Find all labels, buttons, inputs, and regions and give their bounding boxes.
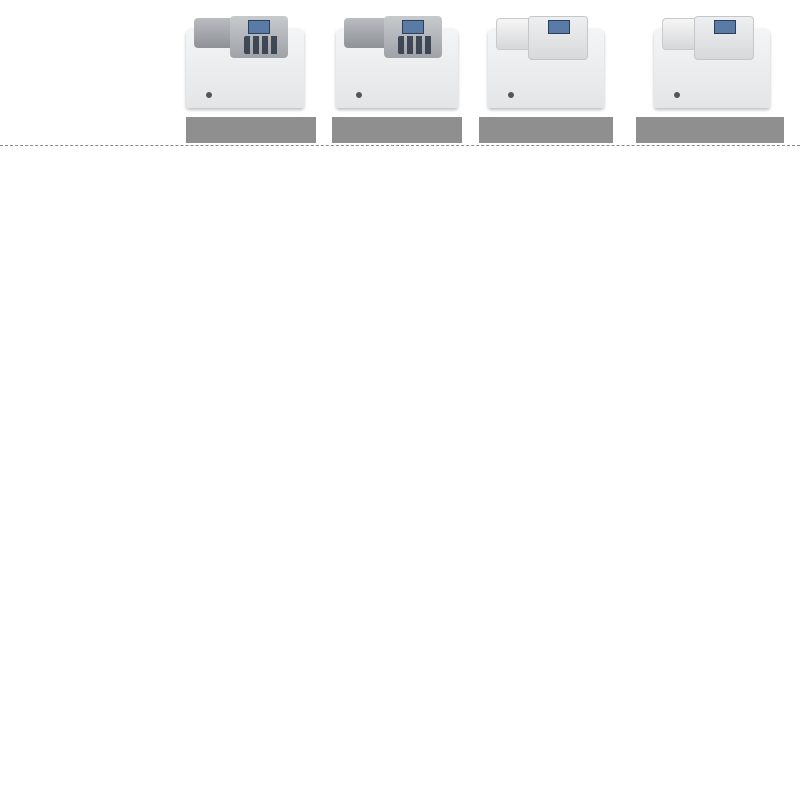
- model-header-sp-v1000: [186, 117, 316, 143]
- model-header-sp-v1100: [479, 117, 613, 143]
- product-images: [0, 0, 800, 112]
- model-header-sp-uv1100: [636, 117, 784, 143]
- product-image-sp-uv1100: [648, 6, 776, 112]
- product-image-sp-uv1000: [330, 6, 464, 112]
- product-image-sp-v1000: [180, 6, 310, 112]
- model-header-sp-uv1000: [332, 117, 462, 143]
- model-label: [0, 115, 190, 145]
- product-image-sp-v1100: [482, 6, 610, 112]
- table-header-row: [0, 115, 800, 146]
